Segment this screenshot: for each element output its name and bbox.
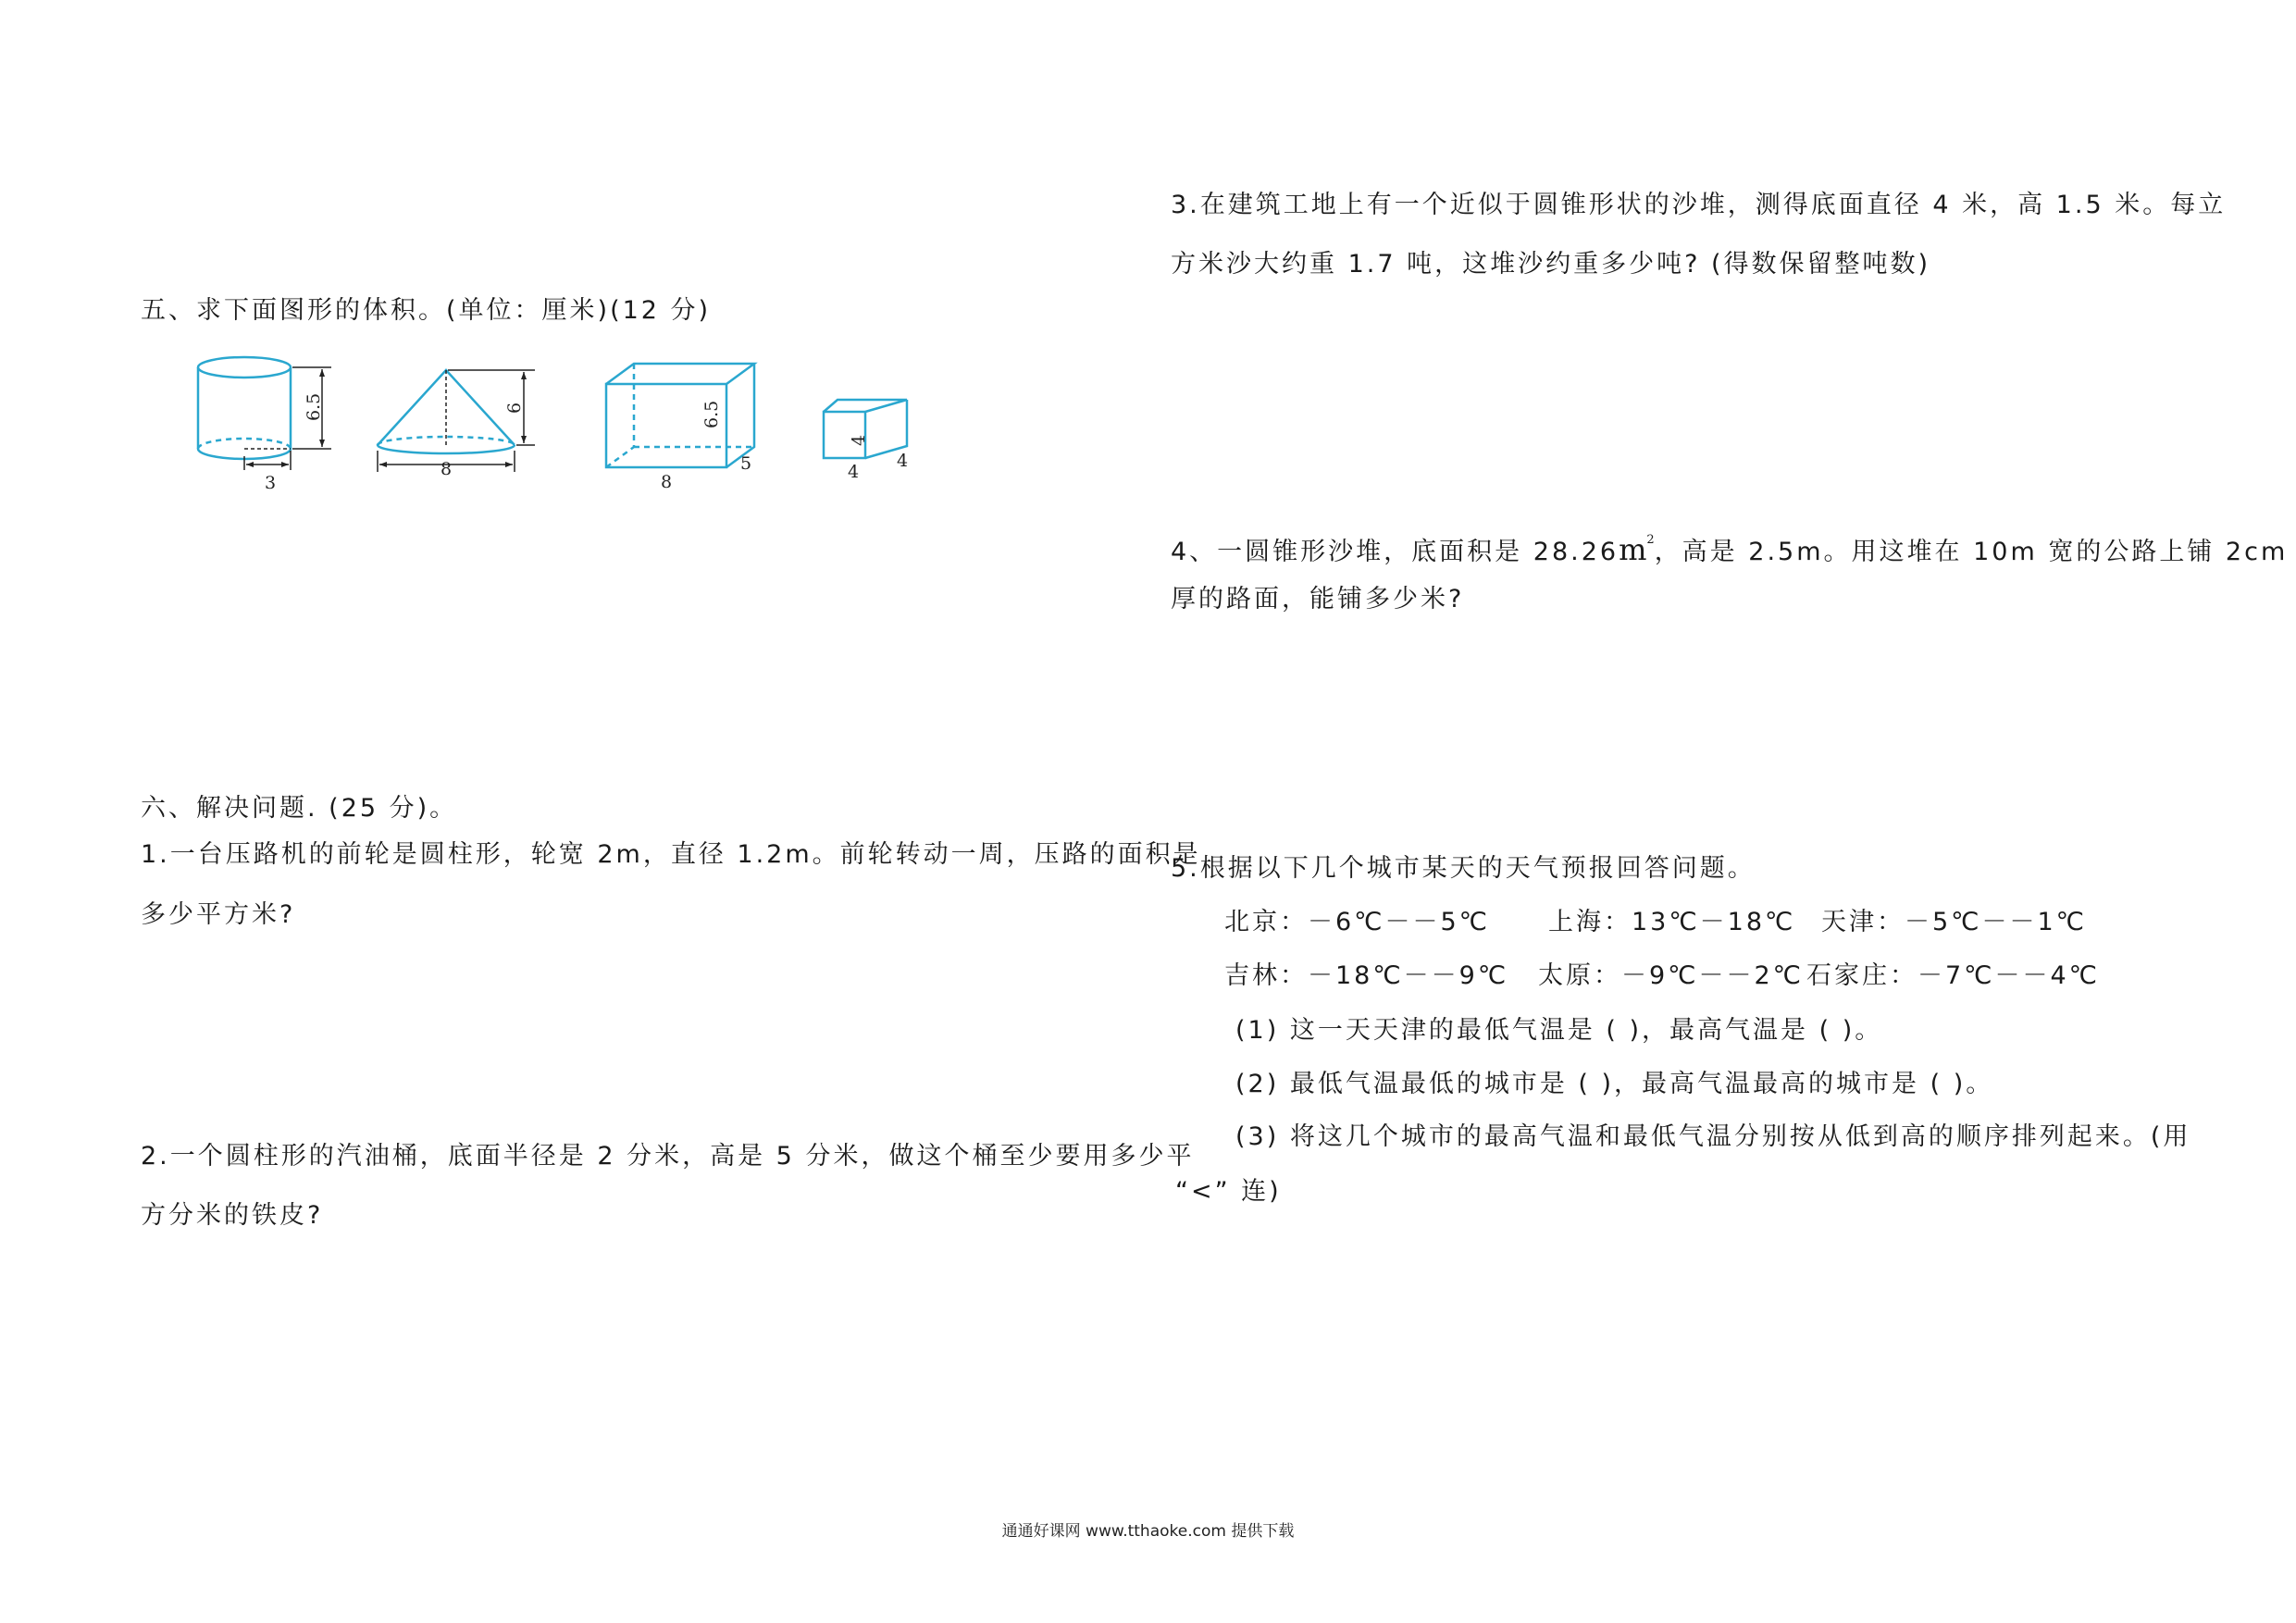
cube-side-label: 4: [897, 451, 909, 471]
page-footer: 通通好课网 www.tthaoke.com 提供下载: [1001, 1522, 1295, 1541]
cube-figure: [824, 400, 907, 458]
question-5-3-line-1: (3) 将这几个城市的最高气温和最低气温分别按从低到高的顺序排列起来。(用: [1235, 1122, 2191, 1151]
question-1-line-1: 1.一台压路机的前轮是圆柱形，轮宽 2m，直径 1.2m。前轮转动一周，压路的面积是: [141, 840, 1201, 869]
cone-height-label: 6: [504, 402, 525, 414]
question-1-line-2: 多少平方米?: [141, 900, 296, 929]
weather-beijing: 北京：－6℃－－5℃: [1224, 908, 1491, 936]
question-4-pre: 4、一圆锥形沙堆，底面积是 28.26: [1171, 538, 1620, 566]
cylinder-figure: [198, 357, 291, 459]
volume-figures: [185, 347, 944, 503]
square-meter-unit: $m^2$: [1619, 532, 1655, 567]
question-2-line-2: 方分米的铁皮?: [141, 1201, 324, 1230]
question-2-line-1: 2.一个圆柱形的汽油桶，底面半径是 2 分米，高是 5 分米，做这个桶至少要用多少平: [141, 1142, 1195, 1171]
question-5-2: (2) 最低气温最低的城市是 ( )，最高气温最高的城市是 ( )。: [1235, 1070, 1994, 1098]
cuboid-height-label: 6.5: [701, 400, 722, 428]
weather-jilin: 吉林：－18℃－－9℃: [1224, 961, 1509, 990]
weather-shanghai: 上海：13℃－18℃: [1548, 908, 1796, 936]
cone-diameter-label: 8: [441, 459, 453, 479]
question-3-line-2: 方米沙大约重 1.7 吨，这堆沙约重多少吨? (得数保留整吨数): [1171, 250, 1931, 279]
question-5-title: 5.根据以下几个城市某天的天气预报回答问题。: [1171, 854, 1756, 883]
cylinder-height-label: 6.5: [304, 392, 324, 421]
cube-bottom-label: 4: [848, 462, 860, 482]
weather-shijiazhuang: 石家庄：－7℃－－4℃: [1806, 961, 2101, 990]
question-5-3-line-2: “<” 连): [1175, 1177, 1282, 1206]
question-4-line-2: 厚的路面，能铺多少米?: [1171, 585, 1465, 613]
question-4-line-1: [1171, 532, 2289, 567]
cube-front-label: 4: [849, 434, 869, 446]
section5-title: 五、求下面图形的体积。(单位：厘米)(12 分): [141, 296, 712, 325]
question-4-post: ，高是 2.5m。用这堆在 10m 宽的公路上铺 2cm: [1654, 538, 2289, 566]
cylinder-radius-label: 3: [265, 473, 277, 493]
question-5-1: (1) 这一天天津的最低气温是 ( )，最高气温是 ( )。: [1235, 1016, 1883, 1045]
cuboid-length-label: 8: [661, 472, 673, 492]
question-3-line-1: 3.在建筑工地上有一个近似于圆锥形状的沙堆，测得底面直径 4 米，高 1.5 米。每立: [1171, 191, 2227, 219]
weather-tianjin: 天津：－5℃－－1℃: [1821, 908, 2088, 936]
weather-taiyuan: 太原：－9℃－－2℃: [1538, 961, 1805, 990]
cuboid-width-label: 5: [740, 453, 752, 474]
cuboid-figure: [606, 364, 754, 467]
section6-title: 六、解决问题. (25 分)。: [141, 794, 458, 823]
